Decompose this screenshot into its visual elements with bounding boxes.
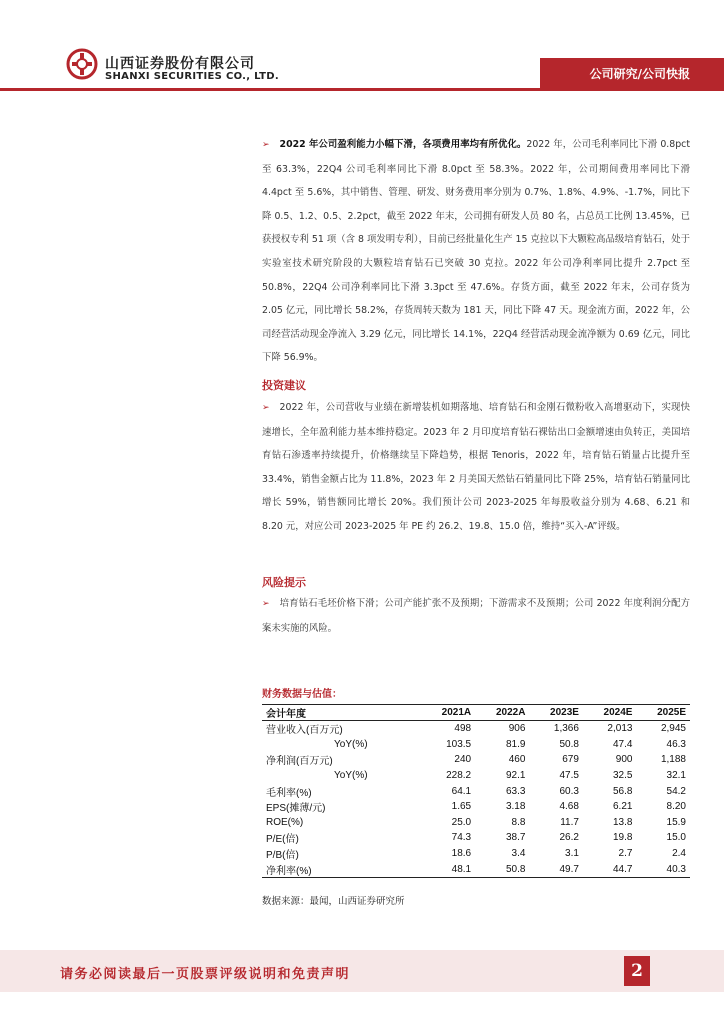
table-cell: 2.7 — [618, 848, 633, 860]
company-name-en: SHANXI SECURITIES CO., LTD. — [105, 71, 279, 82]
table-cell: 92.1 — [505, 770, 526, 782]
table-row — [262, 752, 690, 768]
row-label: 净利率(%) — [262, 861, 421, 877]
table-cell: 2.4 — [672, 848, 686, 860]
table-cell: 64.1 — [451, 785, 472, 797]
table-cell: 679 — [562, 754, 579, 766]
table-cell: 1,366 — [553, 723, 579, 735]
financial-table — [262, 704, 690, 878]
table-cell: 47.5 — [559, 770, 579, 782]
table-cell: 54.2 — [666, 785, 686, 797]
footer-disclaimer: 请务必阅读最后一页股票评级说明和免责声明 — [60, 967, 351, 982]
header-divider — [0, 88, 724, 91]
table-cell: 8.8 — [511, 816, 526, 828]
report-category: 公司研究/公司快报 — [589, 67, 690, 81]
risk-body: 培育钻石毛坯价格下滑；公司产能扩张不及预期；下游需求不及预期；公司 2022 年度利润分配方案未实施的风险。 — [262, 598, 690, 634]
header-cell: 2023E — [529, 705, 583, 721]
table-cell: 40.3 — [636, 861, 690, 877]
table-row — [262, 721, 690, 737]
table-cell: 1.65 — [451, 801, 472, 813]
table-row — [262, 846, 690, 862]
bullet-arrow-icon: ➢ — [262, 403, 270, 413]
paragraph-lead: 2022 年公司盈利能力小幅下滑，各项费用率均有所优化。 — [279, 139, 527, 150]
table-cell: 50.8 — [475, 861, 529, 877]
table-cell: 3.1 — [565, 848, 579, 860]
row-label: EPS(摊薄/元) — [266, 803, 326, 815]
header-category-band — [540, 58, 724, 88]
invest-paragraph — [262, 396, 690, 539]
bullet-arrow-icon: ➢ — [262, 140, 270, 150]
table-cell: 38.7 — [505, 832, 526, 844]
table-cell: 240 — [454, 754, 472, 766]
table-cell: 2,945 — [660, 723, 686, 735]
table-cell: 48.1 — [421, 861, 475, 877]
table-row — [262, 830, 690, 846]
invest-section-title: 投资建议 — [262, 379, 306, 392]
header-cell: 2022A — [475, 705, 529, 721]
table-cell: 3.18 — [505, 801, 526, 813]
header-cell: 会计年度 — [262, 705, 421, 721]
row-label: 营业收入(百万元) — [266, 725, 343, 737]
table-cell: 44.7 — [583, 861, 637, 877]
table-cell: 50.8 — [559, 738, 579, 750]
table-cell: 60.3 — [559, 785, 579, 797]
table-row — [262, 768, 690, 784]
table-cell: 460 — [508, 754, 526, 766]
profitability-paragraph — [262, 133, 690, 370]
table-cell: 19.8 — [612, 832, 633, 844]
data-source-note: 数据来源：最闻，山西证券研究所 — [262, 896, 405, 907]
table-cell: 6.21 — [612, 801, 633, 813]
bullet-arrow-icon: ➢ — [262, 599, 270, 609]
table-cell: 13.8 — [612, 816, 633, 828]
row-label: YoY(%) — [334, 738, 368, 750]
table-cell: 228.2 — [446, 770, 472, 782]
table-cell: 32.5 — [612, 770, 633, 782]
table-row — [262, 861, 690, 877]
shanxi-securities-logo-icon — [66, 48, 98, 80]
table-row — [262, 815, 690, 831]
footer-band — [0, 950, 724, 992]
table-row — [262, 799, 690, 815]
row-label: P/B(倍) — [266, 850, 299, 862]
table-cell: 18.6 — [451, 848, 472, 860]
row-label: P/E(倍) — [266, 834, 299, 846]
table-cell: 81.9 — [505, 738, 526, 750]
table-cell: 15.0 — [666, 832, 686, 844]
table-cell: 56.8 — [612, 785, 633, 797]
table-header-row — [262, 705, 690, 721]
company-name-cn: 山西证券股份有限公司 — [105, 56, 255, 72]
table-row — [262, 737, 690, 753]
table-cell: 63.3 — [505, 785, 526, 797]
header-cell: 2025E — [636, 705, 690, 721]
invest-body: 2022 年，公司营收与业绩在新增装机如期落地、培育钻石和金刚石微粉收入高增驱动下，实现快速增长，全年盈利能力基本维持稳定。2023 年 2 月印度培育钻石裸钻出口金额增速由负转正，美国培育钻石渗透率持续提升，价格继续呈下降趋势，根据 Tenoris，2022 年，培育钻石销量占比提升至 33.4%，销售金额占比为 11.8%，2023 年 2 月美国天然钻石销量同比下降 25%，培育钻石销量同比增长 59%，销售额同比增长 20%。我们预计公司 2023-2025 年每股收益分别为 4.68、6.21 和 8.20 元，对应公司 2023-2025 年 PE 约 26.2、19.8、15.0 倍，维持“买入-A”评级。 — [262, 402, 690, 532]
paragraph-body: 2022 年，公司毛利率同比下滑 0.8pct 至 63.3%，22Q4 公司毛利率同比下滑 8.0pct 至 58.3%。2022 年，公司期间费用率同比下滑 4.4pct 至 5.6%，其中销售、管理、研发、财务费用率分别为 0.7%、1.8%、4.9%、-1.7%，同比下降 0.5、1.2、0.5、2.2pct，截至 2022 年末，公司拥有研发人员 80 名，占总员工比例 13.45%，已获授权专利 51 项（含 8 项发明专利），目前已经批量化生产 15 克拉以下大颗粒高品级培育钻石，处于实验室技术研究阶段的大颗粒培育钻石已突破 30 克拉。2022 年公司净利率同比提升 2.7pct 至 50.8%，22Q4 公司净利率同比下滑 3.3pct 至 47.6%。存货方面，截至 2022 年末，公司存货为 2.05 亿元，同比增长 58.2%，存货周转天数为 181 天，同比下降 47 天。现金流方面，2022 年，公司经营活动现金净流入 3.29 亿元，同比增长 14.1%，22Q4 经营活动现金流净额为 0.69 亿元，同比下降 56.9%。 — [262, 139, 691, 364]
table-cell: 8.20 — [666, 801, 686, 813]
table-cell: 4.68 — [559, 801, 579, 813]
table-cell: 498 — [454, 723, 472, 735]
table-cell: 3.4 — [511, 848, 526, 860]
table-cell: 46.3 — [666, 738, 686, 750]
table-cell: 26.2 — [559, 832, 579, 844]
row-label: 毛利率(%) — [266, 787, 312, 799]
table-cell: 2,013 — [607, 723, 633, 735]
row-label: ROE(%) — [266, 816, 304, 828]
table-cell: 906 — [508, 723, 526, 735]
table-cell: 900 — [615, 754, 633, 766]
row-label: 净利润(百万元) — [266, 756, 333, 768]
table-cell: 15.9 — [666, 816, 686, 828]
risk-section-title: 风险提示 — [262, 576, 306, 589]
table-cell: 49.7 — [529, 861, 583, 877]
table-cell: 47.4 — [612, 738, 633, 750]
row-label: YoY(%) — [334, 770, 368, 782]
fin-table-title: 财务数据与估值： — [262, 689, 342, 700]
table-cell: 1,188 — [660, 754, 686, 766]
table-cell: 32.1 — [666, 770, 686, 782]
header-cell: 2021A — [421, 705, 475, 721]
page-number: 2 — [624, 956, 650, 986]
header-cell: 2024E — [583, 705, 637, 721]
table-cell: 25.0 — [451, 816, 472, 828]
table-row — [262, 783, 690, 799]
table-cell: 74.3 — [451, 832, 472, 844]
risk-paragraph — [262, 592, 690, 640]
table-cell: 103.5 — [446, 738, 472, 750]
table-cell: 11.7 — [560, 816, 579, 828]
